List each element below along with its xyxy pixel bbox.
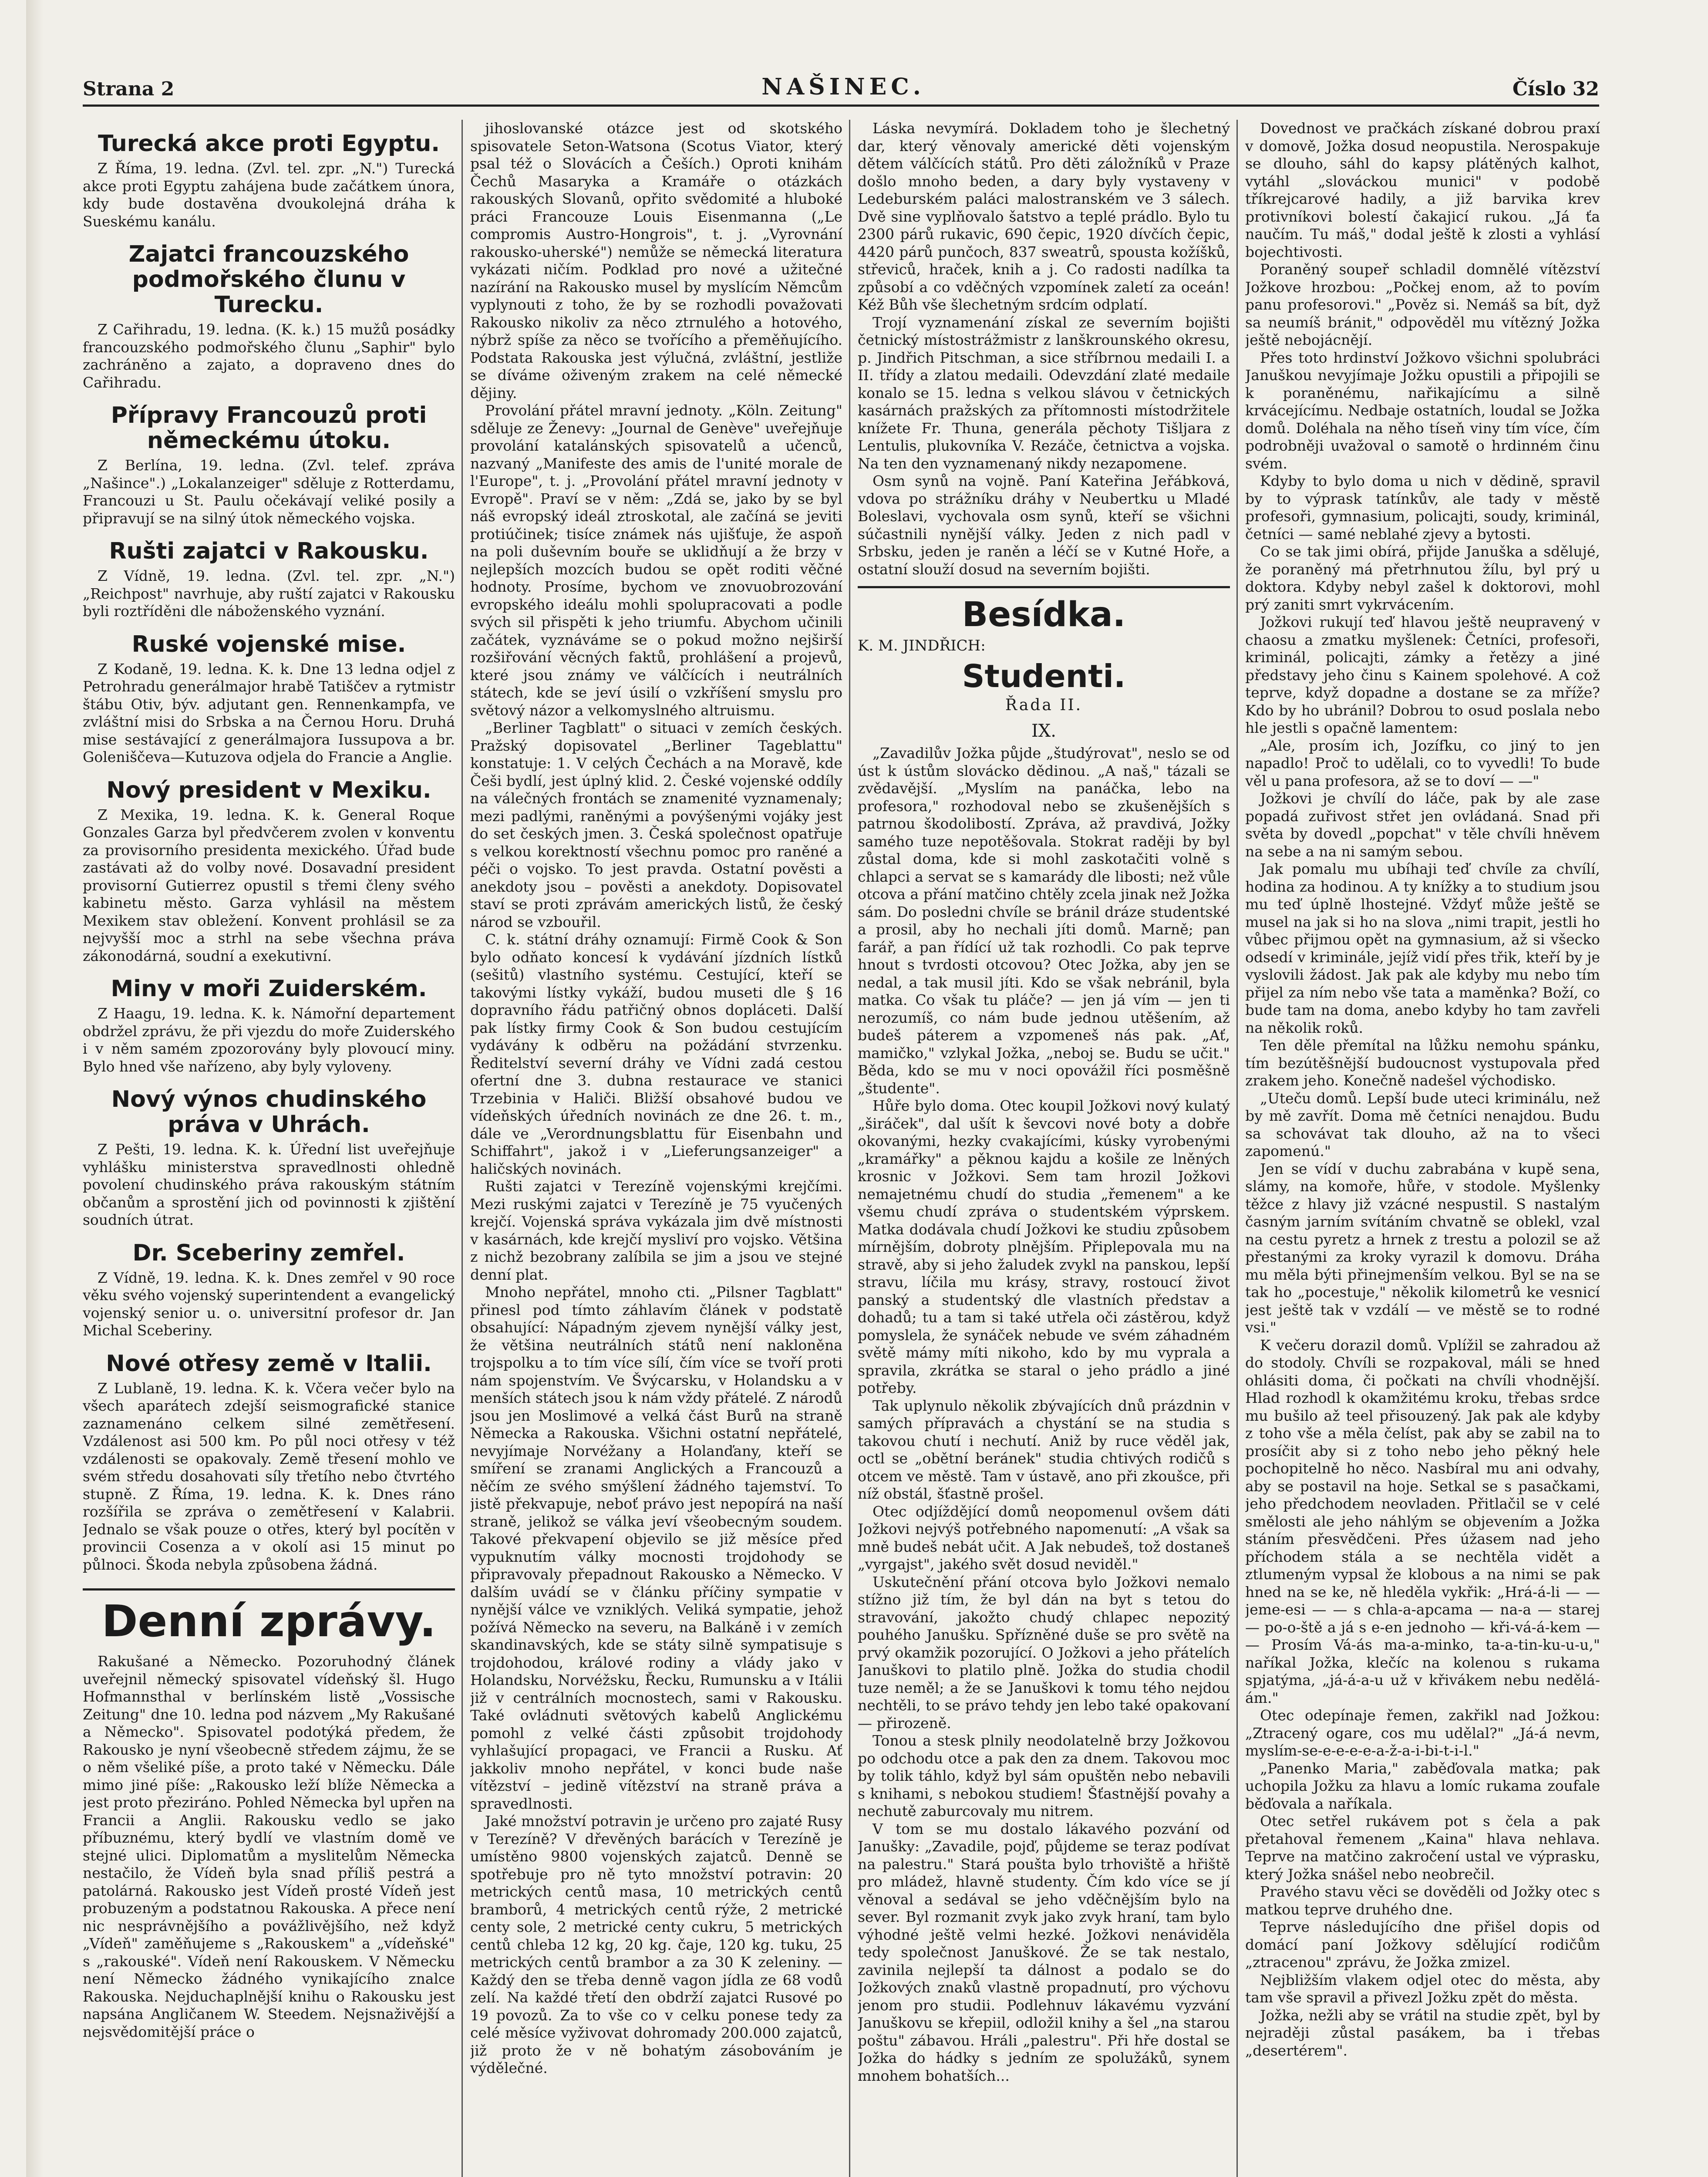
column-4 <box>1245 120 1600 2177</box>
story-paragraph: „Panenko Maria," zaběďovala matka; pak uchopila Jožku za hlavu a lomíc rukama zoufale běďovala a naříkala. <box>1245 1759 1600 1812</box>
story-paragraph: Poraněný soupeř schladil domnělé vítězství Jožkove hrozbou: „Počkej enom, až to povím panu profesorovi." „Pověz si. Nemáš sa bít, dyž sa neumíš bránit," odpověděl mu vítězný Jožka ještě nebojácnějí. <box>1245 261 1600 348</box>
story-paragraph: Jožkovi rukují teď hlavou ještě neupravený v chaosu a zmatku myšlenek: Četníci, profesoři, kriminál, policajti, zámky a řetězy a jiné představy jeho činu s Kainem spolehové. A což teprve, když dopadne a dostane se za mříže? Kdo by ho ubránil? Dobrou to osud poslala nebo hle jestli s opačně lamentem: <box>1245 613 1600 736</box>
story-paragraph: Otec odjíždějící domů neopomenul ovšem dáti Jožkovi nejvýš potřebného napomenutí: „A však sa mně budeš nebát učit. A Jak nebudeš, tož dostaneš „vyrgajst", jakého svět dosud neviděl." <box>858 1503 1230 1573</box>
story-paragraph: Dovednost ve pračkách získané dobrou praxí v domově, Jožka dosud neopustila. Nerospakuje se dlouho, sáhl do kapsy plátěných kalhot, vytáhl „slováckou munici" v podobě tříkrejcarové hadily, a již barvika krev protivníkovi bolestí čakajicí rukou. „Já ťa naučím. Tu máš," dodal ještě k zlosti a vyhlásí bojechtivosti. <box>1245 120 1600 260</box>
masthead-title: NAŠINEC. <box>761 74 925 100</box>
article-body: Z Haagu, 19. ledna. K. k. Námořní departement obdržel zprávu, že při vjezdu do moře Zuiderského i v něm samém zpozorovány byly plovoucí miny. Bylo hned vše nařízeno, aby byly vyloveny. <box>83 1005 455 1075</box>
article-body: Z Říma, 19. ledna. (Zvl. tel. zpr. „N.") Turecká akce proti Egyptu zahájena bude začátkem února, kdy bude dostavěna dvoukolejná dráha k Sueskému kanálu. <box>83 160 455 230</box>
article-body: Láska nevymírá. Dokladem toho je šlechetný dar, který věnovaly americké děti vojenským dětem válčících států. Pro děti záložníků v Praze došlo mnoho beden, a dary byly vystaveny v Ledeburském paláci malostranském ve 3 sálech. Dvě sine vyplňovalo šatstvo a teplé prádlo. Bylo tu 2300 párů rukavic, 690 čepic, 1920 dívčích čepic, 4420 párů punčoch, 837 sweatrů, spousta kožíšků, střeviců, hraček, knih a j. Co radosti nadílka ta způsobí a co vděčných vzpomínek zaletí za oceán! Kéž Bůh vše šlechetným srdcím odplatí. <box>858 120 1230 313</box>
story-paragraph: Jen se vídí v duchu zabrabána v kupě sena, slámy, na komoře, hůře, v stodole. Myšlenky těžce z hlavy již vzácné nespustil. S nastalým časným jarním svítáním chvatně se oblekl, vzal na cestu pyretz a hrnek z trestu a polozil se až přestanými za kroky vyrazil k domovu. Dráha mu měla býti přinejmenším velkou. Byl se na se tak ho „pocestuje," několik kilometrů ke vesnicí jest ještě tak v vzdálí — ve městě se to rodné vsi." <box>1245 1160 1600 1336</box>
story-paragraph: Jak pomalu mu ubíhaji teď chvíle za chvílí, hodina za hodinou. A ty knížky a to studium jsou mu teď úplně lhostejné. Vždyť může ještě se musel na jak si ho na slova „nimi trapit, jestli ho vůbec přijmou opět na gymnasium, až si všecko odsedí v kriminále, jejíž vidí přes třik, kteří by je vyslovili žádost. Jak pak ale kdyby mu nebo tím přijel za ním nebo vše tata a maměnka? Boží, co bude tam na doma, anebo kdyby ho tam zavřeli na několik roků. <box>1245 860 1600 1036</box>
article-heading: Miny v moři Zuiderském. <box>111 976 427 1002</box>
article-body: Z Mexika, 19. ledna. K. k. General Roque Gonzales Garza byl předvčerem zvolen v konventu za provisorního presidenta mexického. Úřad bude zastávati až do volby nové. Dosavadní president provisorní Gutierrez opustil s třemi členy svého kabinetu město. Garza vyhlásil na městem Mexikem stav obležení. Konvent prohlásil se za nejvyšší moc a strhl na sebe všechna práva zákonodárná, soudní a exekutivní. <box>83 806 455 964</box>
page-fold-shadow <box>26 0 44 2177</box>
story-paragraph: Pravého stavu věci se dověděli od Jožky otec s matkou teprve druhého dne. <box>1245 1883 1600 1918</box>
article-russian-missions <box>83 632 455 766</box>
article-heading: Nový president v Mexiku. <box>106 777 431 803</box>
article-body: Trojí vyznamenání získal ze severním bojišti četnický místostrážmistr z lanškrounského okresu, p. Jindřich Pitschman, a sice stříbrnou medaili I. a II. třídy a zlatou medaili. Odevzdání zlaté medaile konalo se 15. ledna s velkou slávou v četnických kasárnách pražských za přítomnosti místodržitele knížete Fr. Thuna, generála pěchoty Tišljara z Lentulis, plukovníka V. Rezáče, četnictva a vojska. Na ten den vyznamenaný nikdy nezapomene. <box>858 313 1230 472</box>
story-paragraph: K večeru dorazil domů. Vplížil se zahradou až do stodoly. Chvíli se rozpakoval, máli se hned ohlásiti doma, či počkati na chvíli vhodnější. Hlad rozhodl k okamžitému kroku, třebas srdce mu bušilo až teel přisouzený. Jak pak ale kdyby z toho vše a měla čelíst, pak aby se zabil na to prosíčit aby si z toho nebo jeho pěkný hele pochopitelně ho něco. Nasbíral mu ani odvahy, aby se postavil na hoje. Setkal se s pasačkami, jeho předchodem neovladen. Přitlačil se v celé smělosti ale jeho náhlým se objevením a Jožka stáním přesvědčeni. Přes úžasem nad jeho příchodem stála a se nechtěla vidět a ztlumeným vypsal že klobous a na nimi se pak hned na se ke, ně hleděla vykřik: „Hrá-á-li — — jeme-esi — — s chla-a-apcama — na-a — starej — po-o-ště a já s e-en jednoho — kři-vá-á-kem — — Prosím Vá-ás ma-a-minko, ta-a-tin-ku-u-u," naříkal Jožka, klečíc na kolenou s rukama spjatýma, „já-á-a-u už v křivákem nebu nedělá-ám." <box>1245 1336 1600 1706</box>
article-body: Z Vídně, 19. ledna. K. k. Dnes zemřel v 90 roce věku svého vojenský superintendent a evangelický vojenský senior u. o. universitní profesor dr. Jan Michal Sceberiny. <box>83 1269 455 1339</box>
column-1 <box>83 120 455 2177</box>
article-french-preparations <box>83 403 455 527</box>
article-heading: Dr. Sceberiny zemřel. <box>132 1240 405 1266</box>
story-paragraph: Nejbližším vlakem odjel otec do města, aby tam vše spravil a přivezl Jožku zpět do města. <box>1245 1971 1600 2006</box>
column-divider <box>849 120 850 2177</box>
story-paragraph: Přes toto hrdinství Jožkovo všichni spolubráci Januškou nevyjímaje Jožku opustili a připojili se k poraněnému, nařikajícímu a silně krvácejícímu. Nedbaje ostatních, loudal se Jožka domů. Doléhala na něho tíseň viny tím více, čím podrobněji uvažoval o samotě o hrdinném činu svém. <box>1245 349 1600 472</box>
story-paragraph: „Ale, prosím ich, Jozífku, co jiný to jen napadlo! Proč to udělali, co to vyvedli! To bude věl u pana profesora, až se to doví — —" <box>1245 737 1600 789</box>
article-body: „Berliner Tagblatt" o situaci v zemích českých. Pražský dopisovatel „Berliner Tageblattu" konstatuje: 1. V celých Čechách a na Moravě, kde Češi bydlí, jest úplný klid. 2. České vojenské oddíly na válečných frontách se znamenité vyznamenaly; mezi padlými, raněnými a povýšenými vojáky jest do set českých jmen. 3. Česká společnost opatřuje s velkou korektností všechnu pomoc pro raněné a péči o vojsko. To jest pravda. Ostatní pověsti a anekdoty jsou – pověsti a anekdoty. Dopisovatel staví se proti zprávám amerických listů, že český národ se vzbouřil. <box>470 719 842 930</box>
article-heading: Zajatci francouzského podmořského člunu v Turecku. <box>128 241 409 318</box>
story-paragraph: Teprve následujícího dne přišel dopis od domácí paní Jožkovy sdělující rodičům „ztracenou" zprávu, že Jožka zmizel. <box>1245 1918 1600 1971</box>
column-divider <box>1236 120 1238 2177</box>
article-hungary <box>83 1087 455 1229</box>
story-paragraph: Tonou a stesk plnily neodolatelně brzy Jožkovou po odchodu otce a pak den za dnem. Takovou moc by tolik táhlo, když byl sám opuštěn nebo nebavili s knihami, s nebokou studiem! Šťastnější povahy a nechutě zaburcovaly mu nitrem. <box>858 1732 1230 1820</box>
article-body: Mnoho nepřátel, mnoho cti. „Pilsner Tagblatt" přinesl pod tímto záhlavím článek v podstatě obsahující: Nápadným zjevem nynější války jest, že většina neutrálních států není nakloněna trojspolku a to tím více sílí, čím více se tvoří proti nám spojenstvím. Ve Švýcarsku, v Holandsku a v menších státech jsou k nám vždy přátelé. Z národů jsou jen Moslimové a velká část Burů na straně Německa a Rakouska. Všichni ostatní nepřátelé, nevyjímaje Norvéžany a Holanďany, kteří se smíření se zranami Anglických a Francouzů a něčím ze svého smýšlení žádného tajemství. To jistě překvapuje, neboť právo jest nepopírá na naší straně, jelikož se válka jeví všeobecným soudem. Takové překvapení objevilo se již měsíce před vypuknutím války mocnosti trojdohody se připravovaly přepadnout Rakousko a Německo. V dalším uvádí se v článku příčiny sympatie v nynější válce ve vzniklých. Veliká sympatie, jehož požívá Německo na severu, na Balkáně i v zemích skandinavských, kde se státy silně sympatisuje s trojdohodou, králové rodiny a vlády jako v Holandsku, Norvéžsku, Řecku, Rumunsku a v Itálii již v centrálních mocnostech, sami v Rakousku. Také ovládnuti světových kabelů Anglickému pomohl z velké části způsobit trojdohody vyhlašující propagaci, ve Francii a Rusku. Ať jakkoliv mnoho nepřátel, v konci bude naše vítězství – jedině vítězství na straně práva a spravedlnosti. <box>470 1284 842 1812</box>
column-2 <box>470 120 842 2177</box>
article-mexico <box>83 778 455 965</box>
section-heading-denni: Denní zprávy. <box>83 1588 455 1647</box>
story-title: Studenti. <box>962 658 1126 694</box>
article-sceberiny <box>83 1240 455 1340</box>
article-body: Z Cařihradu, 19. ledna. (K. k.) 15 mužů posádky francouzského podmořského člunu „Saphir" bylo zachráněno a zajato, a dopraveno dnes do Cařihradu. <box>83 321 455 391</box>
article-body: jihoslovanské otázce jest od skotského spisovatele Seton-Watsona (Scotus Viator, který psal též o Slovácích a Češích.) Oproti knihám Čechů Masaryka a Kramáře o otázkách rakouských Slovanů, opřito svědomité a hluboké práci Francouze Louis Eisenmanna („Le compromis Austro-Hongrois", t. j. „Vyrovnání rakousko-uherské") nemůže se německá literatura vykázati ničím. Podklad pro nové a užitečné nazírání na Rakousko musel by myslícím Němcům vyplynouti z toho, že by se rozhodli považovati Rakousko nikoliv za něco ztrnulého a hotového, nýbrž spíše za něco se tvořícího a přeměňujícího. Podstata Rakouska jest výlučná, zvláštní, jestliže se díváme oživeným zrakem na celé německé dějiny. <box>470 120 842 401</box>
article-heading: Nový výnos chudinského práva v Uhrách. <box>111 1086 427 1138</box>
story-paragraph: Otec odepínaje řemen, zakřikl nad Jožkou: „Ztracený ogare, cos mu udělal?" „Já-á nevm, myslím-se-e-e-e-e-a-ž-a-i-bi-t-i-l." <box>1245 1707 1600 1759</box>
article-heading: Rušti zajatci v Rakousku. <box>109 538 429 564</box>
story-series: Řada II. <box>1005 696 1083 714</box>
article-body: Rušti zajatci v Terezíně vojenskými krejčími. Mezi ruskými zajatci v Terezíně je 75 vyučených krejčí. Vojenská správa vykázala jim dvě místnosti v kasárnách, kde krejčí mysliví pro vojsko. Většina z nichž bezobrany zalíbila se jim a jsou ve stejné denní plat. <box>470 1178 842 1283</box>
article-body: Z Vídně, 19. ledna. (Zvl. tel. zpr. „N.") „Reichpost" navrhuje, aby ruští zajatci v Rakousku byli roztříděni dle náboženského vyznání. <box>83 567 455 620</box>
article-body: Jaké množství potravin je určeno pro zajaté Rusy v Terezíně? V dřevěných barácích v Terezíně je umístěno 9800 vojenských zajatců. Denně se spotřebuje pro ně tyto množství potravin: 20 metrických centů masa, 10 metrických centů bramborů, 4 metrických centů rýže, 2 metrické centy sole, 2 metrické centy cukru, 5 metrických centů chleba 12 kg, 20 kg. čaje, 120 kg. tuku, 25 metrických centů brambor a za 30 K zeleniny. — Každý den se třeba denně vagon jídla ze 68 vodů zelí. Na každé třetí den obdrží zajatci Rusové po 19 povozů. Za to vše co v celku ponese tedy za celé měsíce vyživovat dohromady 200.000 zajatců, již proto že v ně bohatým zásobováním je výdělečné. <box>470 1813 842 2076</box>
article-heading: Ruské vojenské mise. <box>131 631 406 657</box>
story-paragraph: Ten děle přemítal na lůžku nemohu spánku, tím bezútěšnější budoucnost vystupovala před zrakem jeho. Konečně nadešel východisko. <box>1245 1037 1600 1089</box>
article-russian-prisoners <box>83 539 455 620</box>
page-number: Strana 2 <box>83 78 175 100</box>
story-paragraph: Otec setřel rukávem pot s čela a pak přetahoval řemenem „Kaina" hlava nehlava. Teprve na matčino zakročení ustal ve výprasku, který Jožka snášel nebo neobrečil. <box>1245 1813 1600 1883</box>
story-paragraph: Co se tak jimi obírá, přijde Januška a sdělujé, že poraněný má přetrhnutou žílu, byl prý u doktora. Kdyby nebyl zašel k doktorovi, mohl prý zaniti smrt vykrvácením. <box>1245 543 1600 613</box>
story-paragraph: Jožka, nežli aby se vrátil na studie zpět, byl by nejraději zůstal pasákem, ba i třebas „desertérem". <box>1245 2006 1600 2059</box>
story-paragraph: „Zavadilův Jožka půjde „študýrovat", neslo se od úst k ústům slovácko dědinou. „A naš," tázali se zvědavější. „Myslím na panáčka, lebo na profesora," rozhodoval nebo se zkušenějších s patrnou škodolibostí. Zpráva, až pravdivá, Jožky samého tuze nepotěšovala. Stokrat raději by byl zůstal doma, kde si mohl zaskotačiti volně s chlapci a servat se s kamarády dle libosti; než vůle otcova a přání matčino chtěly zcela jinak než Jožka sám. Do posledni chvíle se bránil dráze studentské a prosil, aby ho nechali jíti domů. Marně; pan farář, a pan řídící už tak rozhodli. Co pak teprve hnout s tvrdosti otcovou? Otec Jožka, aby jen se nedal, a tak musil jíti. Kdo se však nebránil, byla matka. Co však tu pláče? — jen já vím — jen ti nerozumíš, co nám bude jednou utěšením, až budeš páterem a vzpomeneš nás pak. „Ať, mamičko," vzlykal Jožka, „neboj se. Budu se učit." Běda, kdo se mu v noci opovážil říci posměšně „študente". <box>858 745 1230 1097</box>
article-heading: Turecká akce proti Egyptu. <box>98 131 440 157</box>
article-heading: Nové otřesy země v Italii. <box>106 1350 432 1377</box>
column-3 <box>858 120 1230 2177</box>
story-author: K. M. JINDŘICH: <box>858 637 986 654</box>
story-paragraph: Tak uplynulo několik zbývajících dnů prázdnin v samých přípravách a chystání se na studia s takovou chutí i nechutí. Aniž by ruce věděl jak, octl se „obětní beránek" studia chtivých rodičů s otcem ve městě. Tam v ústavě, ano při zkoušce, při níž obstál, šťastně prošel. <box>858 1397 1230 1502</box>
story-paragraph: Jožkovi je chvílí do láče, pak by ale zase popadá zuřivost střet jen ovládaná. Snad při světa by dovedl „popchat" v těle chvíli hněvem na sebe a na ni samým sebou. <box>1245 790 1600 860</box>
section-heading-besidka: Besídka. <box>858 586 1230 634</box>
article-body: Rakušané a Německo. Pozoruhodný článek uveřejnil německý spisovatel vídeňský šl. Hugo Hofmannsthal v berlínském listě „Vossische Zeitung" dne 10. ledna pod názvem „My Rakušané a Německo". Spisovatel podotýká předem, že Rakousko je nyní všeobecně středem zájmu, že se o něm všeliké píše, a proto také v Německu. Dále mimo jiné píše: „Rakousko leží blíže Německa a jest proto přeziráno. Pohled Německa byl upřen na Francii a Anglii. Rakousku vedlo se jako příbuznému, který bydlí ve vlastním domě ve stejné ulici. Diplomatům a myslitelům Německa nestačilo, že Vídeň byla snad příliš pestrá a patolárná. Rakousko jest Vídeň prosté Vídeň jest probuzeným a podstatnou Rakouska. A přece není nic nesprávnějšího a povážlivějšího, než když „Vídeň" zaměňujeme s „Rakouskem" a „vídeňské" s „rakouské". Vídeň není Rakouskem. V Německu není Německo žádného vynikajícího znalce Rakouska. Nejduchaplnější knihu o Rakousku jest napsána Angličanem W. Steedem. Nejsnaživější a nejsvědomitější práce o <box>83 1653 455 2040</box>
article-body: Z Kodaně, 19. ledna. K. k. Dne 13 ledna odjel z Petrohradu generálmajor hrabě Tatiščev a rytmistr štábu Otiv, býv. adjutant gen. Rennenkampfa, ve zvláštní misi do Srbska a na Černou Horu. Druhá mise sestávající z generálmajora Iussupova a br. Goleniščeva—Kutuzova odjela do Francie a Anglie. <box>83 660 455 765</box>
chapter-number: IX. <box>1031 721 1056 741</box>
story-paragraph: Hůře bylo doma. Otec koupil Jožkovi nový kulatý „širáček", dal ušít k ševcovi nové boty a dobře okovanými, hezky cvakajícími, kúsky vyrobenými „kramářky" a pěknou kajdu a košile ze lněných krosnic v Jožkovi. Sem tam hrozil Jožkovi nemajetnému chudí do studia „řemenem" a ke všemu chudí zpráva o studentském výprskem. Matka dodávala chudí Jožkovi ke studiu způsobem mírnějším, dobroty plnějším. Připlepovala mu na stravě, aby si jeho žaludek zvykl na panskou, lepší stravu, líčila mu krásy, stravy, rostoucí život panský a studentský dle vlastních představ a dohadů; tu a tam si také utřela oči zástěrou, když pomyslela, že synáček nebude ve svém záhadném světě mámy míti nikoho, kdo by mu vyprala a spravila, zkrátka se staral o jeho prádlo a jiné potřeby. <box>858 1097 1230 1396</box>
story-paragraph: V tom se mu dostalo lákavého pozvání od Janušky: „Zavadile, pojď, půjdeme se teraz podívat na palestru." Stará poušta bylo trhoviště a hřiště pro mládež, hlavně studenty. Čím kdo více se jí věnoval a sedával se jeho vděčnějším bylo na sever. Byl rozmanit zvyk jako zvyk hraní, tam bylo výhodné ještě velmi hezké. Jožkovi nenáviděla tedy společnost Januškové. Že se tak nestalo, zavinila nejlepší ta dálnost a podalo se do Jožkových znaků vlastně propadnutí, pro výchovu jenom pro studii. Podlehnuv lákavému vyzvání Januškovu se křepiil, odložil knihy a šel „na starou poštu" zábavou. Hráli „palestru". Při hře dostal se Jožka do hádky s jedním ze spolužáků, synem mnohem bohatších... <box>858 1820 1230 2084</box>
article-egypt <box>83 131 455 230</box>
article-body: C. k. státní dráhy oznamují: Firmě Cook & Son bylo odňato koncesí k vydávání jízdních lístků (sešitů) vlastního systému. Cestující, kteří se takovými lístky vykáží, budou museti dle § 16 dopravního řádu patřičný obnos dopláceti. Další pak lístky firmy Cook & Son budou cestujícím vydávány k odběru na požádání stvrzenku. Ředitelství severní dráhy ve Vídni zadá cestou ofertní dne 3. dubna restaurace ve stanici Trzebinia v Haliči. Bližší obsahové budou ve vídeňských úředních novinách ze dne 26. t. m., dále ve „Verordnungsblattu für Eisenbahn und Schiffahrt", jakož i v „Lieferungsanzeiger" a haličských novinách. <box>470 931 842 1177</box>
story-paragraph: „Uteču domů. Lepší bude uteci kriminálu, než by mě zavřít. Doma mě četníci nenajdou. Budu sa schovávat tak dlouho, až na to všeci zapomenú." <box>1245 1089 1600 1159</box>
article-submarine <box>83 242 455 391</box>
article-body: Provolání přátel mravní jednoty. „Köln. Zeitung" sděluje ze Ženevy: „Journal de Genève" uveřejňuje provolání katalánských spisovatelů a učenců, nazvaný „Manifeste des amis de l'unité morale de l'Europe", t. j. „Provolání přátel mravní jednoty v Evropě". Praví se v něm: „Zdá se, jako by se byl náš evropský ideál ztroskotal, ale začíná se jeviti protiúčinek; tisíce známek nás ujišťuje, že aspoň na poli duševním bouře se uklidňují a že brzy v nejlepších mozcích budou se opět roditi věčné hodnoty. Prosíme, bychom ve znovuobrozování evropského ideálu mohli spolupracovati a podle svých sil přispěti k jeho triumfu. Abychom učinili začátek, vyznáváme se o pokud možno nejširší rozšiřování věcných faktů, prohlášení a projevů, které jsou známy ve válčících i neutrálních státech, kde se jeví úsilí o vzkříšení smyslu pro světový názor a velkomyslného altruismu. <box>470 402 842 719</box>
story-paragraph: Uskutečnění přání otcova bylo Jožkovi nemalo stížno již tím, že byl dán na byt s tetou do stravování, jakožto chudý chlapec nepozitý pouhého Janušku. Spřízněné duše se pro světě na prvý okamžik pozorující. O Jožkovi a jeho přátelích Januškovi to platilo plně. Jožka do studia chodil tuze neměl; a že se Januškovi k tomu tého nejdou nechtěli, to se právo tehdy jen lebo také opakovaní — přirozeně. <box>858 1573 1230 1732</box>
article-body: Osm synů na vojně. Paní Kateřina Jeřábková, vdova po strážníku dráhy v Neubertku u Mladé Boleslavi, vychovala osm synů, kteří se všichni súčastnili nynější války. Jeden z nich padl v Srbsku, jeden je raněn a léčí se v Kutné Hoře, a ostatní slouží dosud na severním bojišti. <box>858 472 1230 578</box>
column-divider <box>462 120 463 2177</box>
article-heading: Přípravy Francouzů proti německému útoku. <box>111 402 427 454</box>
page-header <box>83 70 1599 100</box>
article-earthquake <box>83 1351 455 1574</box>
article-mines <box>83 976 455 1075</box>
story-paragraph: Kdyby to bylo doma u nich v dědině, spravil by to výprask tatínkův, ale tady v městě profesoři, gymnasium, policajti, soudy, kriminál, četníci — samé neblahé zjevy a bytosti. <box>1245 472 1600 543</box>
article-body: Z Pešti, 19. ledna. K. k. Úřední list uveřejňuje vyhlášku ministerstva spravedlnosti ohledně povolení chudinského práva rakouským státním občanům a sprostění jich od povinnosti k zjištění soudních útrat. <box>83 1141 455 1228</box>
issue-number: Číslo 32 <box>1512 78 1599 100</box>
article-body: Z Berlína, 19. ledna. (Zvl. telef. zpráva „Našince".) „Lokalanzeiger" sděluje z Rotterdamu, Francouzi u St. Paulu očekávají veliké posily a připravují se na silný útok německého vojska. <box>83 457 455 527</box>
article-body: Z Lublaně, 19. ledna. K. k. Včera večer bylo na všech aparátech zdejší seismografické stanice zaznamenáno celkem silné zemětřesení. Vzdálenost asi 500 km. Po půl noci otřesy v též vzdálenosti se opakovaly. Země třesení mohlo ve svém středu dosahovati síly třetího nebo čtvrtého stupně. Z Říma, 19. ledna. K. k. Dnes ráno rozšířila se zpráva o zemětřesení v Kalabrii. Jednalo se však pouze o otřes, který byl pocítěn v provincii Cosenza a v okolí asi 15 minut po půlnoci. Škoda nebyla způsobena žádná. <box>83 1379 455 1573</box>
header-rule <box>83 104 1599 107</box>
